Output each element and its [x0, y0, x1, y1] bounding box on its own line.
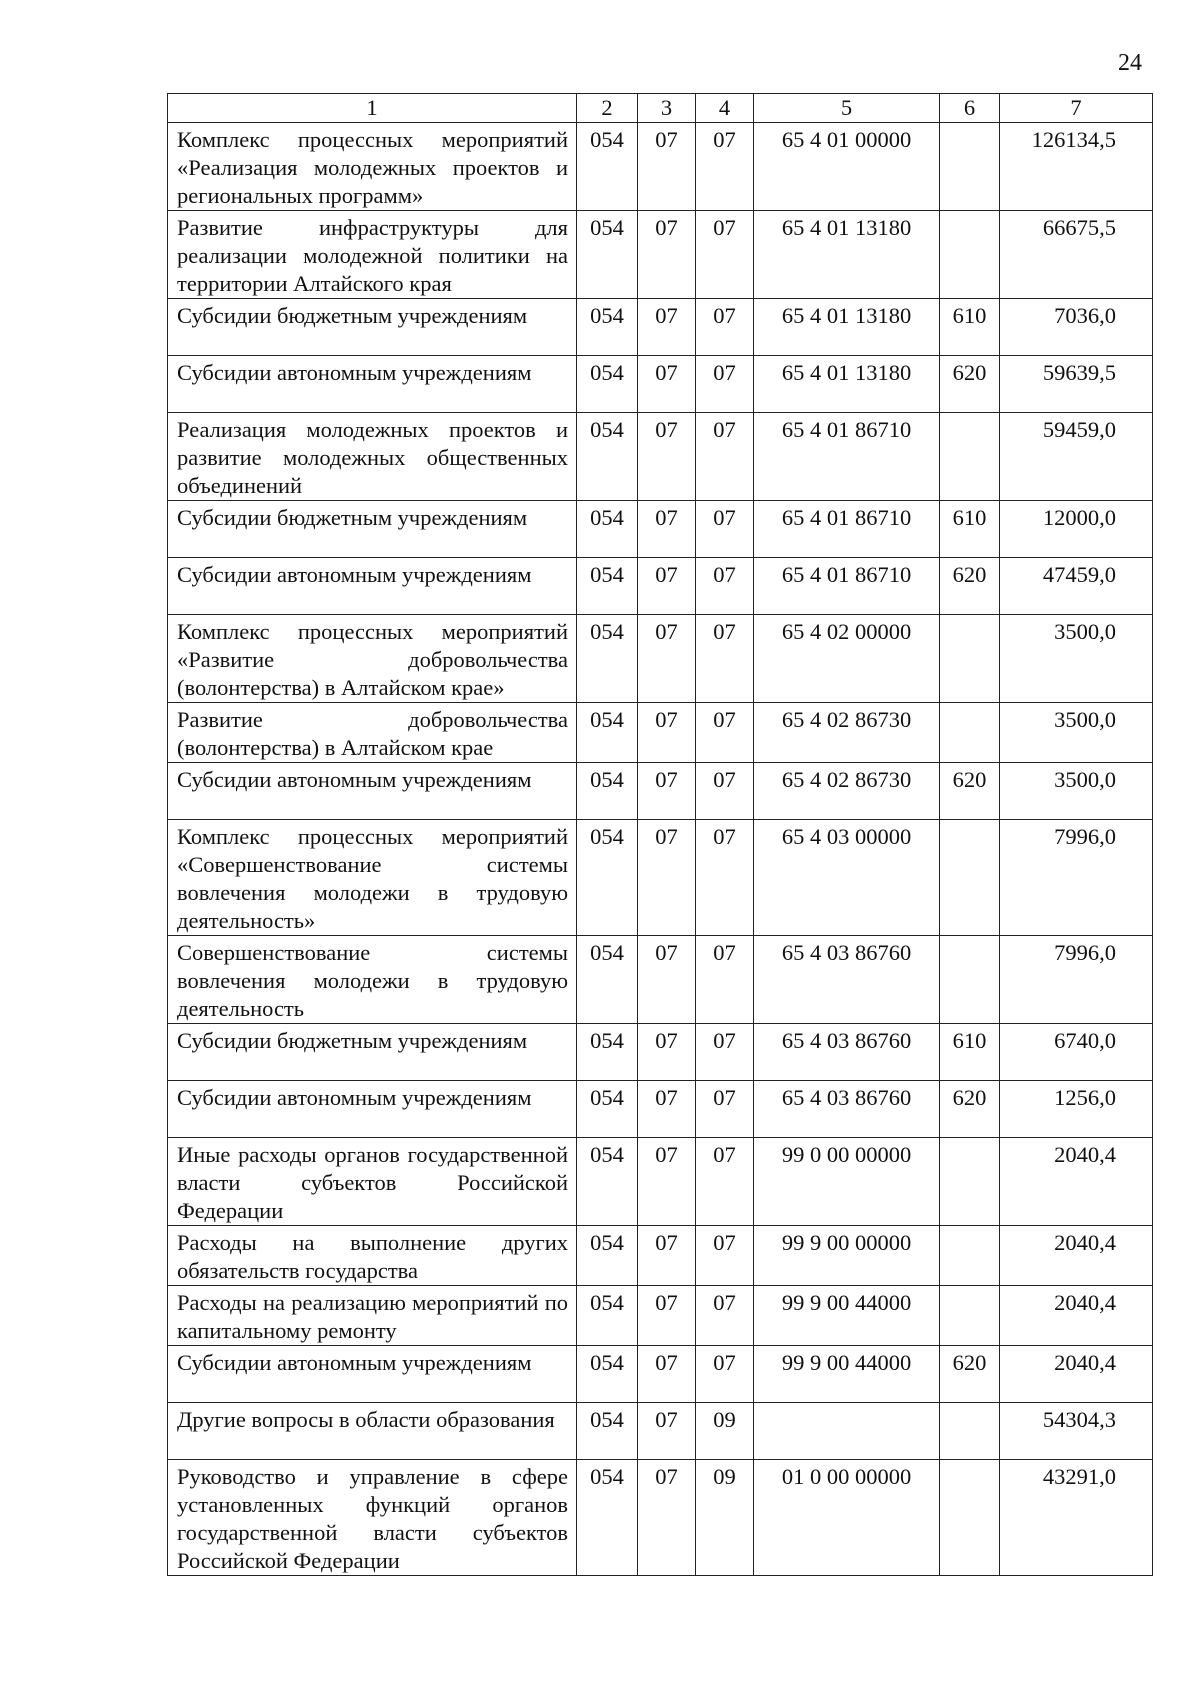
table-row [168, 413, 1153, 501]
column-header: 7 [1000, 94, 1153, 123]
section-code-cell: 07 [638, 413, 696, 501]
expense-type-cell: 620 [940, 356, 1000, 413]
subsection-code-cell: 07 [696, 123, 754, 211]
row-name-cell: Субсидии бюджетным учреждениям [168, 299, 577, 356]
section-code-cell: 07 [638, 1403, 696, 1460]
subsection-code-cell: 07 [696, 1081, 754, 1138]
expense-type-cell: 620 [940, 558, 1000, 615]
grbs-code-cell: 054 [577, 1403, 638, 1460]
expense-type-cell: 610 [940, 501, 1000, 558]
amount-cell: 59459,0 [1000, 413, 1153, 501]
target-article-cell: 65 4 02 00000 [754, 615, 940, 703]
amount-cell: 7036,0 [1000, 299, 1153, 356]
row-name-cell: Субсидии автономным учреждениям [168, 763, 577, 820]
amount-cell: 6740,0 [1000, 1024, 1153, 1081]
grbs-code-cell: 054 [577, 1346, 638, 1403]
amount-cell: 12000,0 [1000, 501, 1153, 558]
subsection-code-cell: 07 [696, 936, 754, 1024]
section-code-cell: 07 [638, 1346, 696, 1403]
page-number: 24 [1118, 50, 1142, 76]
subsection-code-cell: 09 [696, 1403, 754, 1460]
target-article-cell: 65 4 01 13180 [754, 211, 940, 299]
table-row [168, 1226, 1153, 1286]
target-article-cell: 65 4 03 86760 [754, 1024, 940, 1081]
table-row [168, 501, 1153, 558]
subsection-code-cell: 07 [696, 413, 754, 501]
row-name-cell: Субсидии автономным учреждениям [168, 558, 577, 615]
table-row [168, 211, 1153, 299]
target-article-cell [754, 1403, 940, 1460]
expense-type-cell: 620 [940, 1081, 1000, 1138]
amount-cell: 54304,3 [1000, 1403, 1153, 1460]
row-name-cell: Субсидии автономным учреждениям [168, 1081, 577, 1138]
target-article-cell: 65 4 01 00000 [754, 123, 940, 211]
amount-cell: 59639,5 [1000, 356, 1153, 413]
grbs-code-cell: 054 [577, 211, 638, 299]
column-header: 5 [754, 94, 940, 123]
amount-cell: 3500,0 [1000, 703, 1153, 763]
row-name-cell: Субсидии автономным учреждениям [168, 356, 577, 413]
row-name-cell: Комплекс процессных мероприятий «Развитие добровольчества (волонтерства) в Алтайском крае» [168, 615, 577, 703]
table-row [168, 1024, 1153, 1081]
expense-type-cell [940, 1403, 1000, 1460]
column-header: 6 [940, 94, 1000, 123]
table-row [168, 1286, 1153, 1346]
row-name-cell: Субсидии бюджетным учреждениям [168, 501, 577, 558]
subsection-code-cell: 07 [696, 558, 754, 615]
grbs-code-cell: 054 [577, 703, 638, 763]
expense-type-cell [940, 413, 1000, 501]
section-code-cell: 07 [638, 1081, 696, 1138]
subsection-code-cell: 07 [696, 299, 754, 356]
section-code-cell: 07 [638, 936, 696, 1024]
table-row [168, 1460, 1153, 1576]
amount-cell: 2040,4 [1000, 1346, 1153, 1403]
subsection-code-cell: 07 [696, 615, 754, 703]
grbs-code-cell: 054 [577, 123, 638, 211]
target-article-cell: 99 9 00 44000 [754, 1346, 940, 1403]
expense-type-cell: 620 [940, 763, 1000, 820]
amount-cell: 43291,0 [1000, 1460, 1153, 1576]
section-code-cell: 07 [638, 123, 696, 211]
column-header: 2 [577, 94, 638, 123]
target-article-cell: 65 4 01 13180 [754, 299, 940, 356]
expense-type-cell [940, 211, 1000, 299]
amount-cell: 2040,4 [1000, 1286, 1153, 1346]
expense-type-cell [940, 1460, 1000, 1576]
table-row [168, 356, 1153, 413]
amount-cell: 1256,0 [1000, 1081, 1153, 1138]
section-code-cell: 07 [638, 211, 696, 299]
grbs-code-cell: 054 [577, 1460, 638, 1576]
subsection-code-cell: 07 [696, 1226, 754, 1286]
amount-cell: 47459,0 [1000, 558, 1153, 615]
target-article-cell: 65 4 03 86760 [754, 1081, 940, 1138]
expense-type-cell: 610 [940, 1024, 1000, 1081]
section-code-cell: 07 [638, 820, 696, 936]
grbs-code-cell: 054 [577, 1226, 638, 1286]
target-article-cell: 65 4 01 86710 [754, 501, 940, 558]
row-name-cell: Комплекс процессных мероприятий «Совершенствование системы вовлечения молодежи в трудовую деятельность» [168, 820, 577, 936]
grbs-code-cell: 054 [577, 1081, 638, 1138]
amount-cell: 2040,4 [1000, 1226, 1153, 1286]
subsection-code-cell: 07 [696, 501, 754, 558]
column-header: 3 [638, 94, 696, 123]
section-code-cell: 07 [638, 1024, 696, 1081]
target-article-cell: 65 4 03 86760 [754, 936, 940, 1024]
target-article-cell: 65 4 02 86730 [754, 763, 940, 820]
subsection-code-cell: 07 [696, 1024, 754, 1081]
amount-cell: 3500,0 [1000, 763, 1153, 820]
table-row [168, 1403, 1153, 1460]
table-row [168, 936, 1153, 1024]
row-name-cell: Совершенствование системы вовлечения молодежи в трудовую деятельность [168, 936, 577, 1024]
table-row [168, 1346, 1153, 1403]
row-name-cell: Руководство и управление в сфере установленных функций органов государственной власти субъектов Российской Федерации [168, 1460, 577, 1576]
subsection-code-cell: 07 [696, 211, 754, 299]
grbs-code-cell: 054 [577, 1024, 638, 1081]
row-name-cell: Субсидии автономным учреждениям [168, 1346, 577, 1403]
target-article-cell: 65 4 03 00000 [754, 820, 940, 936]
section-code-cell: 07 [638, 299, 696, 356]
expense-type-cell [940, 1226, 1000, 1286]
table-row [168, 763, 1153, 820]
table-row [168, 703, 1153, 763]
column-header: 4 [696, 94, 754, 123]
row-name-cell: Комплекс процессных мероприятий «Реализация молодежных проектов и региональных программ» [168, 123, 577, 211]
row-name-cell: Реализация молодежных проектов и развитие молодежных общественных объединений [168, 413, 577, 501]
row-name-cell: Развитие инфраструктуры для реализации молодежной политики на территории Алтайского края [168, 211, 577, 299]
subsection-code-cell: 07 [696, 1138, 754, 1226]
target-article-cell: 65 4 02 86730 [754, 703, 940, 763]
target-article-cell: 99 9 00 00000 [754, 1226, 940, 1286]
grbs-code-cell: 054 [577, 936, 638, 1024]
expense-type-cell [940, 1138, 1000, 1226]
table-row [168, 820, 1153, 936]
table-row [168, 1081, 1153, 1138]
section-code-cell: 07 [638, 703, 696, 763]
table-row [168, 1138, 1153, 1226]
header-row [168, 94, 1153, 123]
section-code-cell: 07 [638, 1460, 696, 1576]
section-code-cell: 07 [638, 1138, 696, 1226]
target-article-cell: 65 4 01 86710 [754, 558, 940, 615]
grbs-code-cell: 054 [577, 299, 638, 356]
section-code-cell: 07 [638, 558, 696, 615]
subsection-code-cell: 07 [696, 356, 754, 413]
amount-cell: 7996,0 [1000, 820, 1153, 936]
grbs-code-cell: 054 [577, 413, 638, 501]
amount-cell: 66675,5 [1000, 211, 1153, 299]
section-code-cell: 07 [638, 356, 696, 413]
expense-type-cell: 620 [940, 1346, 1000, 1403]
row-name-cell: Расходы на реализацию мероприятий по капитальному ремонту [168, 1286, 577, 1346]
subsection-code-cell: 07 [696, 703, 754, 763]
row-name-cell: Иные расходы органов государственной власти субъектов Российской Федерации [168, 1138, 577, 1226]
expense-type-cell [940, 1286, 1000, 1346]
grbs-code-cell: 054 [577, 501, 638, 558]
section-code-cell: 07 [638, 501, 696, 558]
column-header: 1 [168, 94, 577, 123]
target-article-cell: 01 0 00 00000 [754, 1460, 940, 1576]
grbs-code-cell: 054 [577, 763, 638, 820]
subsection-code-cell: 07 [696, 820, 754, 936]
subsection-code-cell: 07 [696, 763, 754, 820]
amount-cell: 7996,0 [1000, 936, 1153, 1024]
expense-type-cell: 610 [940, 299, 1000, 356]
expense-type-cell [940, 703, 1000, 763]
table-row [168, 558, 1153, 615]
grbs-code-cell: 054 [577, 1138, 638, 1226]
subsection-code-cell: 09 [696, 1460, 754, 1576]
expense-type-cell [940, 936, 1000, 1024]
subsection-code-cell: 07 [696, 1286, 754, 1346]
amount-cell: 2040,4 [1000, 1138, 1153, 1226]
target-article-cell: 65 4 01 86710 [754, 413, 940, 501]
amount-cell: 3500,0 [1000, 615, 1153, 703]
row-name-cell: Расходы на выполнение других обязательств государства [168, 1226, 577, 1286]
target-article-cell: 99 9 00 44000 [754, 1286, 940, 1346]
section-code-cell: 07 [638, 1226, 696, 1286]
row-name-cell: Субсидии бюджетным учреждениям [168, 1024, 577, 1081]
row-name-cell: Другие вопросы в области образования [168, 1403, 577, 1460]
row-name-cell: Развитие добровольчества (волонтерства) в Алтайском крае [168, 703, 577, 763]
grbs-code-cell: 054 [577, 558, 638, 615]
budget-table [167, 93, 1153, 1576]
subsection-code-cell: 07 [696, 1346, 754, 1403]
grbs-code-cell: 054 [577, 1286, 638, 1346]
section-code-cell: 07 [638, 1286, 696, 1346]
expense-type-cell [940, 123, 1000, 211]
table-row [168, 299, 1153, 356]
table-row [168, 615, 1153, 703]
expense-type-cell [940, 615, 1000, 703]
grbs-code-cell: 054 [577, 356, 638, 413]
section-code-cell: 07 [638, 615, 696, 703]
expense-type-cell [940, 820, 1000, 936]
target-article-cell: 65 4 01 13180 [754, 356, 940, 413]
table-row [168, 123, 1153, 211]
section-code-cell: 07 [638, 763, 696, 820]
target-article-cell: 99 0 00 00000 [754, 1138, 940, 1226]
grbs-code-cell: 054 [577, 820, 638, 936]
grbs-code-cell: 054 [577, 615, 638, 703]
amount-cell: 126134,5 [1000, 123, 1153, 211]
